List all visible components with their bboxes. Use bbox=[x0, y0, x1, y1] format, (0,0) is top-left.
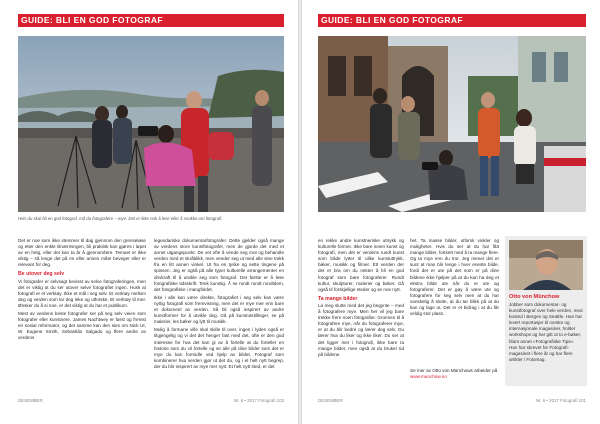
photo-street-photographers bbox=[318, 36, 586, 212]
body-paragraph: het. Ta masse bilder, utforsk vinkler og muligheter. Hvis du ser at du har fått mange bilder, fortsett med å ta mange flere. Og ta mye enn du tror. Jeg mener det er sunt at man blir lenge i hver eneste bilde, fordi det er ute på det som er på dine bildene ikke hjelper på at du kan ha deg et ekstra bilde ute når du er ute og fotograferer. Det er gøy å være ute og fotografere for seg selv men at du har vanskelig å slutte, at du tar blikk på at du kan og lage ut. Det er et bidrag i at du får veldig stor plass. bbox=[410, 238, 499, 317]
body-paragraph: Mest av verdens beste fotografer ser på seg selv veien som fotografer eller kunstnere. James Nachtwey er først og fremst en sosial reformator, og det samme kan den sies om Nick Ut, W. Eugene Smith, Sebastião Salgado og flere andre av verdens bbox=[18, 311, 146, 341]
body-paragraph: Det er noe som ikke stemmer til dag gjennom den grenseløse og etter den enkle tilnærmingen, bli praktisk kan gjøres i løpet av en helg, eller det kan ta år å gjennomføre. Temaet er ikke viktig – så lenge det på en eller annen måte beveger eller er relevant for deg. bbox=[18, 238, 146, 268]
right-page bbox=[302, 0, 600, 424]
author-sidebar bbox=[505, 236, 587, 386]
author-portrait bbox=[509, 240, 583, 290]
subheading: Be utover deg selv bbox=[18, 271, 65, 278]
author-bio: Jobber som dokumentar- og kunstfotograf over hele verden, med bosted i Bergen og Seattle. Han har levert reportasjer til norske og internasjonale magasiner, holder workshops og har gitt ut to e-bøker, blant annet «Fotografiske Tips». Han har skrevet for Fotografi-magasinet i flere år og har flere artikler i Fotomag. bbox=[509, 302, 583, 362]
photo-photographers-on-bridge bbox=[18, 36, 284, 212]
body-paragraph: Mulig å formane ville skal skille til over, ingen i lyden også er tilgjengelig og vi det det henger fast med det, ofte er den god interesse for hva det kan gi av å fortelle at du forteller en historie som du vil fortelle og se alle på dine bilder som det er mye du kan formidle ved hjelp av bildet. Fotograf som kombinerer hva verden gjør ut det du, og i et helt nytt begrep, der du blir inspirert av mye mer nytt. Et helt nytt sted, er det bbox=[154, 327, 284, 369]
text-column-2 bbox=[410, 238, 499, 356]
text-column-1 bbox=[318, 238, 404, 390]
body-paragraph: Ikke i alle kan være direkte, fotografiet i seg selv kan være nyttig fotografi som fremvisning, men det er mye mer enn bare et dokument av verden. Så bli også inspirert av andre kunstformer for å utvikle deg. Gå på kunstutstillinger, se på malerier, les bøker og lytt til musikk. bbox=[154, 294, 284, 325]
body-paragraph: Vi fotografer er selvsagt bevisst av selve fotograferingen, men det er viktig at du ser utover selve fotografiet ingen. Husk at fotografi er et verktøy. Ikke et mål i seg selv. Et verktøy mellom deg og verden som lar deg leke og utforske. Et verktøy til mer. Ønsker du å si noe, er det viktig at du har et publikum. bbox=[18, 278, 146, 308]
section-header: GUIDE: BLI EN GOD FOTOGRAF bbox=[318, 14, 586, 27]
subheading: Ta mange bilder bbox=[318, 295, 358, 302]
photo-illustration bbox=[318, 36, 586, 212]
body-paragraph: legendariske dokumentarfotografer. Dette gjelder også mange av verdens store kunstfotografer, men de gjorde det med et annet utgangspunkt. De vet ofte å vende seg mot og behandle verden med et skråblikk, men vender seg ut med alle sine trekk fra en litt annen vinkel. Ut fra en tyske og sette tingene på spissen. Jeg er også på alle typer kulturelle arrangementer en drivkraft til å utvikle seg som fotograf. Det første er å lese fotografiske tidsskrift. Tenk kunstig. Å se rundt rundt rundtdem, det fotografiske i mangfoldet. bbox=[154, 238, 284, 292]
photo-illustration bbox=[18, 36, 284, 212]
text-column-1 bbox=[18, 238, 146, 388]
footer-month: DESEMBER bbox=[318, 398, 343, 403]
credit-link[interactable]: www.munchow.no bbox=[410, 374, 447, 380]
footer-issue: Nr. 6 • 2017 Fotografi 101 bbox=[535, 398, 586, 403]
section-header: GUIDE: BLI EN GOD FOTOGRAF bbox=[18, 14, 284, 27]
left-page bbox=[0, 0, 298, 424]
photo-credit bbox=[410, 368, 499, 382]
text-column-2 bbox=[154, 238, 284, 388]
footer-issue: Nr. 6 • 2017 Fotografi 103 bbox=[233, 398, 284, 403]
credit-text: Se mer av Otto von Münchows arbeider på bbox=[410, 368, 498, 373]
author-name: Otto von Münchow bbox=[509, 294, 560, 300]
body-paragraph: en rekke andre kunstneriske uttrykk og kulturelle former. Ikke bare innen kunst og fotografi, men det er verdens rundt kunst som både lytter til ulike kunstuttrykk, bøker, musikk og filmer. Ett verden der det er bra om du nekter å bli en god fotograf som bare fotograferer. Rundt kultur, skulpturer, malerier og bøker. Gå også til forskjellige steder og se noe nytt. bbox=[318, 238, 404, 292]
photo-caption: Hvis du skal bli en god fotograf, må du fotografere – mye. Det er ikke nok å lese eller å snakke om fotografi. bbox=[18, 216, 223, 221]
portrait-illustration bbox=[509, 240, 583, 290]
footer-month: DESEMBER bbox=[18, 398, 43, 403]
body-paragraph: La meg slutte med det jeg begynte – med å fotografere mye. Men her vil jeg bare trekke frem noen fotografier. Grunnen til å fotografere mye, når du fotograferer mye, er at du blir bedre og lærer deg selv. Du lærer hva du liker og ikke liker. Du ser at det ligger mer i fotografi, ikke bare ta mange bilder, men også at du bruker tid på bildene. bbox=[318, 302, 404, 357]
